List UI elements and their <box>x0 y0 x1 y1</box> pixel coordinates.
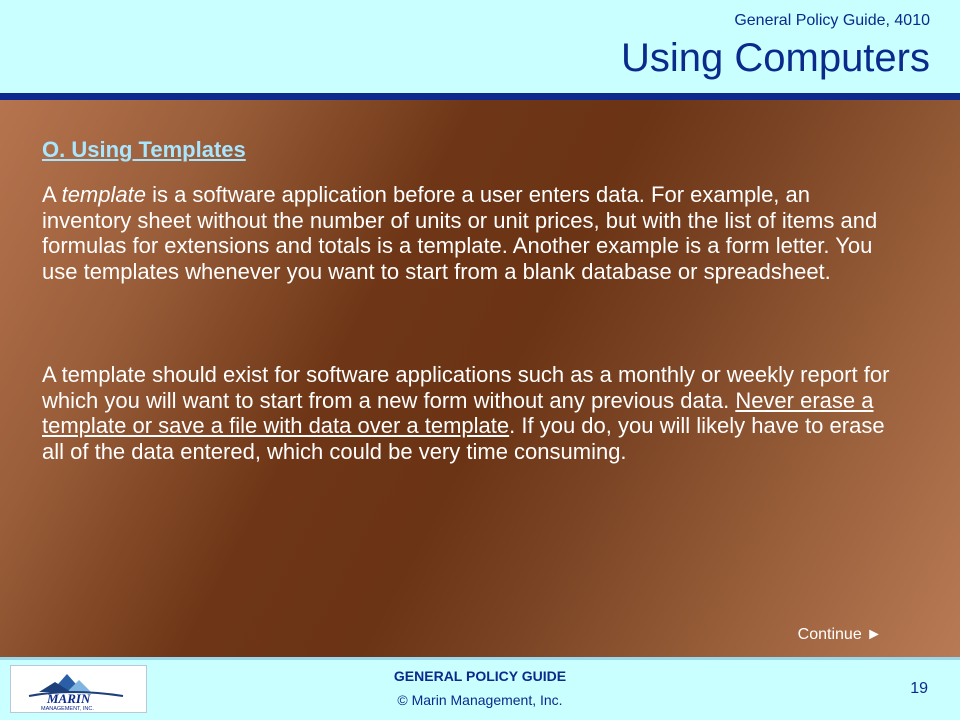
para1-text-b: is a software application before a user enters data. For example, an inventory sheet without the number of units or unit prices, but with the list of items and formulas for extensions and totals is a template. Another example is a form letter. You use templates whenever you want to start from a blank database or spreadsheet. <box>42 182 878 284</box>
para2-text-b: . If you do, you will likely have to erase all of the data entered, which could be very time consuming. <box>42 413 885 464</box>
paragraph-template-definition <box>42 182 902 284</box>
paragraph-template-usage <box>42 362 902 464</box>
continue-button[interactable]: Continue ► <box>797 626 882 643</box>
header-divider <box>0 93 960 100</box>
para2-underlined-warning: Never erase a template or save a file with data over a template <box>42 387 874 439</box>
svg-text:MARIN: MARIN <box>47 691 91 706</box>
slide-title: Using Computers <box>620 36 930 80</box>
header-subtitle: General Policy Guide, 4010 <box>734 12 930 29</box>
para1-text-a: A <box>42 182 62 207</box>
footer-copyright: © Marin Management, Inc. <box>397 692 563 708</box>
page-number: 19 <box>910 680 928 697</box>
svg-text:MANAGEMENT, INC.: MANAGEMENT, INC. <box>41 706 94 712</box>
section-heading: O. Using Templates <box>42 137 246 162</box>
footer-title: GENERAL POLICY GUIDE <box>393 668 567 684</box>
para2-text-a: A template should exist for software applications such as a monthly or weekly report for which you will want to start from a new form without any previous data. <box>42 362 890 413</box>
para1-emphasis-template: template <box>61 182 146 207</box>
